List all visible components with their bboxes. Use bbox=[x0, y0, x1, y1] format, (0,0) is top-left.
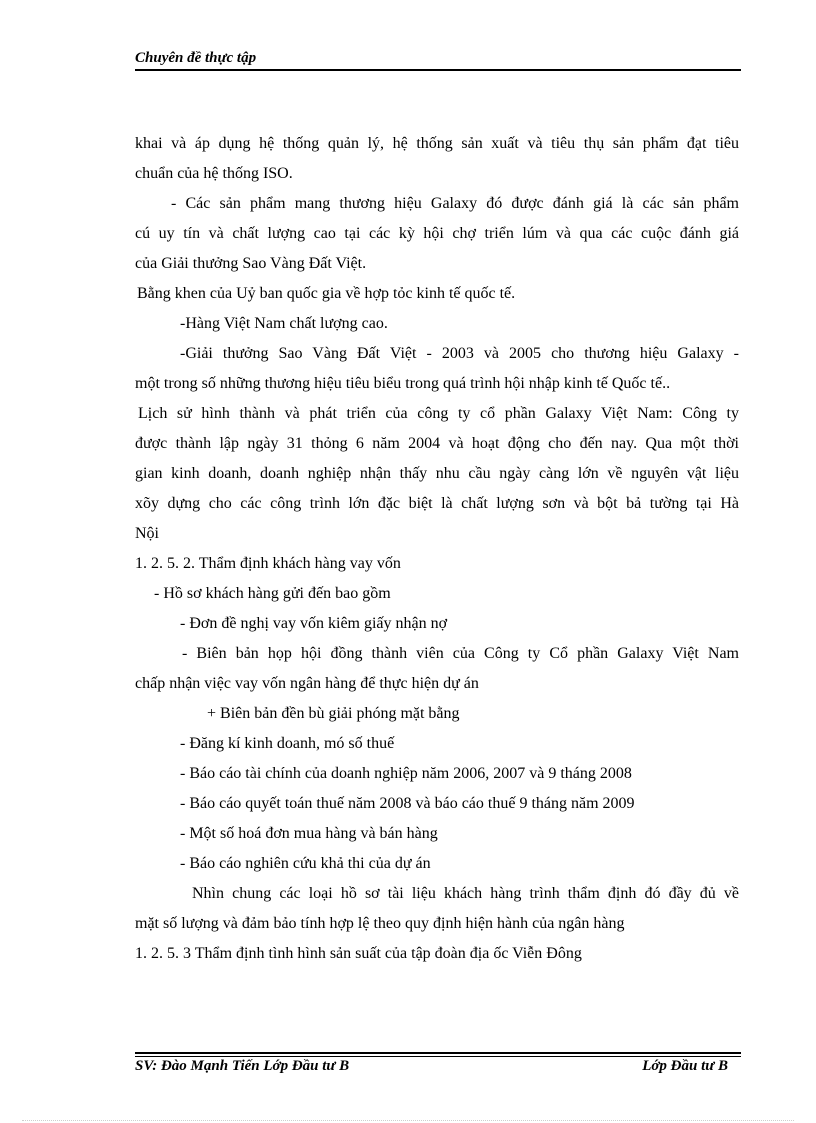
footer-divider bbox=[135, 1052, 741, 1054]
header-divider bbox=[135, 69, 741, 71]
list-item: + Biên bản đền bù giải phóng mặt bằng bbox=[207, 705, 460, 722]
body-line: khai và áp dụng hệ thống quản lý, hệ thống sản xuất và tiêu thụ sản phẩm đạt tiêu bbox=[135, 135, 739, 152]
body-line: Nội bbox=[135, 525, 159, 542]
list-item: - Báo cáo nghiên cứu khả thi của dự án bbox=[180, 855, 431, 872]
section-heading: 1. 2. 5. 3 Thẩm định tình hình sản suất của tập đoàn địa ốc Viễn Đông bbox=[135, 945, 582, 962]
footer-divider-thin bbox=[135, 1056, 741, 1057]
body-line: - Hồ sơ khách hàng gửi đến bao gồm bbox=[154, 585, 391, 602]
section-heading: 1. 2. 5. 2. Thẩm định khách hàng vay vốn bbox=[135, 555, 401, 572]
list-item: - Báo cáo quyết toán thuế năm 2008 và báo cáo thuế 9 tháng năm 2009 bbox=[180, 795, 635, 812]
body-line: Nhìn chung các loại hồ sơ tài liệu khách hàng trình thẩm định đó đầy đủ về bbox=[192, 885, 739, 902]
body-line: một trong số những thương hiệu tiêu biểu trong quá trình hội nhập kinh tế Quốc tế.. bbox=[135, 375, 671, 392]
page-bottom-edge bbox=[22, 1120, 794, 1121]
body-line: -Hàng Việt Nam chất lượng cao. bbox=[180, 315, 388, 332]
body-line: chuẩn của hệ thống ISO. bbox=[135, 165, 293, 182]
list-item: - Một số hoá đơn mua hàng và bán hàng bbox=[180, 825, 438, 842]
document-body bbox=[135, 129, 739, 969]
list-item: - Báo cáo tài chính của doanh nghiệp năm 2006, 2007 và 9 tháng 2008 bbox=[180, 765, 632, 782]
body-line: mặt số lượng và đảm bảo tính hợp lệ theo quy định hiện hành của ngân hàng bbox=[135, 915, 625, 932]
body-line: chấp nhận việc vay vốn ngân hàng để thực hiện dự án bbox=[135, 675, 479, 692]
body-line: gian kinh doanh, doanh nghiệp nhận thấy nhu cầu ngày càng lớn về nguyên vật liệu bbox=[135, 465, 739, 482]
body-line: -Giải thưởng Sao Vàng Đất Việt - 2003 và 2005 cho thương hiệu Galaxy - bbox=[180, 345, 739, 362]
list-item: - Biên bản họp hội đồng thành viên của Công ty Cổ phần Galaxy Việt Nam bbox=[182, 645, 739, 662]
footer-class-name: Lớp Đầu tư B bbox=[642, 1058, 728, 1074]
list-item: - Đăng kí kinh doanh, mó số thuế bbox=[180, 735, 395, 752]
body-line: xõy dựng cho các công trình lớn đặc biệt là chất lượng sơn và bột bả tường tại Hà bbox=[135, 495, 739, 512]
body-line: Lịch sử hình thành và phát triển của công ty cổ phần Galaxy Việt Nam: Công ty bbox=[138, 405, 739, 422]
body-line: được thành lập ngày 31 thỏng 6 năm 2004 và hoạt động cho đến nay. Qua một thời bbox=[135, 435, 739, 452]
body-line: - Các sản phẩm mang thương hiệu Galaxy đó được đánh giá là các sản phẩm bbox=[171, 195, 739, 212]
footer-student-info: SV: Đào Mạnh Tiến Lớp Đầu tư B bbox=[135, 1058, 350, 1074]
page-header-title: Chuyên đề thực tập bbox=[135, 50, 257, 66]
list-item: - Đơn đề nghị vay vốn kiêm giấy nhận nợ bbox=[180, 615, 448, 632]
body-line: cú uy tín và chất lượng cao tại các kỳ hội chợ triển lúm và qua các cuộc đánh giá bbox=[135, 225, 739, 242]
body-line: của Giải thưởng Sao Vàng Đất Việt. bbox=[135, 255, 367, 272]
body-line: Bằng khen của Uỷ ban quốc gia về hợp tỏc kinh tế quốc tế. bbox=[137, 285, 516, 302]
